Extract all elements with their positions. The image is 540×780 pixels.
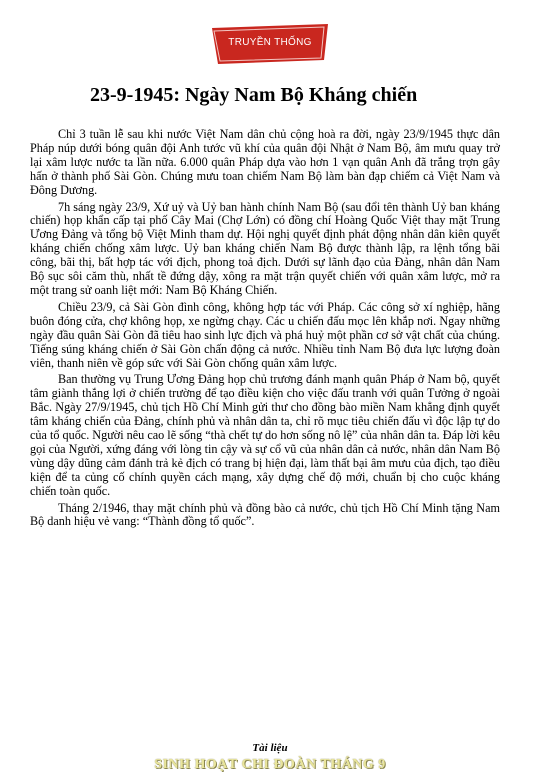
article-paragraph: 7h sáng ngày 23/9, Xứ uỷ và Uỷ ban hành chính Nam Bộ (sau đổi tên thành Uỷ ban kháng chiến) họp khẩn cấp tại phố Cây Mai (Chợ Lớn) có đồng chí Hoàng Quốc Việt thay mặt Trung Ương Đảng và tổng bộ Việt Minh tham dự. Hội nghị quyết định phát động nhân dân kiên quyết kháng chiến chống xâm lược. Uỷ ban kháng chiến Nam Bộ được thành lập, ra lệnh tổng bãi công, bãi thị, bất hợp tác với địch, phong toả địch. Dưới sự lãnh đạo của Đảng, nhân dân Nam Bộ sục sôi căm thù, nhất tề đứng dậy, xông ra mặt trận quyết chiến với quân xâm lược, mở ra một trang sử oanh liệt mới: Nam Bộ Kháng Chiến. [30,199,500,297]
article-title: 23-9-1945: Ngày Nam Bộ Kháng chiến [90,84,418,106]
article-paragraph: Chiều 23/9, cả Sài Gòn đình công, không hợp tác với Pháp. Các công sở xí nghiệp, hãng buôn đóng cửa, chợ không họp, xe ngừng chạy. Các u chiến đấu mọc lên khắp nơi. Ngay những ngày đầu quân Sài Gòn đã tiêu hao sinh lực địch và phá huỷ một phần cơ sở vật chất của chúng. Tiếng súng kháng chiến ở Sài Gòn chấn động cả nước. Nhiều tỉnh Nam Bộ đưa lực lượng đoàn viên, thanh niên về góp sức với Sài Gòn chống quân xâm lược. [30,299,500,370]
article-paragraph: Ban thường vụ Trung Ương Đảng họp chủ trương đánh mạnh quân Pháp ở Nam bộ, quyết tâm giành thắng lợi ở chiến trường để tạo điều kiện cho việc đấu tranh với quân Tưởng ở ngoài Bắc. Ngày 27/9/1945, chủ tịch Hồ Chí Minh gửi thư cho đồng bào miền Nam khẳng định quyết tâm kháng chiến của Đảng, chính phủ và nhân dân ta, chỉ rõ mục tiêu chiến đấu vì độc lập tự do của tổ quốc. Người nêu cao lẽ sống “thà chết tự do hơn sống nô lệ” của nhân dân ta. Đáp lời kêu gọi của Người, xứng đáng với lòng tin cậy và sự cổ vũ của nhân dân cả nước, nhân dân Nam Bộ vùng dậy dũng cảm đánh trả kẻ địch có trang bị hiện đại, làm thất bại âm mưu của địch, tạo điều kiện để ta củng cố chính quyền cách mạng, xây dựng chế độ mới, chuẩn bị cho cuộc kháng chiến toàn quốc. [30,372,500,498]
footer-label: Tài liệu [252,742,288,754]
footer-series-title: SINH HOẠT CHI ĐOÀN THÁNG 9 [154,757,386,772]
article-paragraph: Chỉ 3 tuần lễ sau khi nước Việt Nam dân chủ cộng hoà ra đời, ngày 23/9/1945 thực dân Pháp núp dưới bóng quân đội Anh tước vũ khí của quân đội Nhật ở Nam Bộ, âm mưu quay trở lại xâm lược nước ta lần nữa. 6.000 quân Pháp dựa vào hơn 1 vạn quân Anh đã trắng trợn gây hấn ở thành phố Sài Gòn. Chúng mưu toan chiếm Nam Bộ làm bàn đạp chiếm cả Việt Nam và Đông Dương. [30,127,500,197]
article-paragraph: Tháng 2/1946, thay mặt chính phủ và đồng bào cả nước, chủ tịch Hồ Chí Minh tặng Nam Bộ danh hiệu vẻ vang: “Thành đồng tổ quốc”. [30,500,500,529]
article-body [30,128,500,532]
section-tag [212,24,328,64]
section-tag-label: TRUYỀN THỐNG [228,37,312,48]
